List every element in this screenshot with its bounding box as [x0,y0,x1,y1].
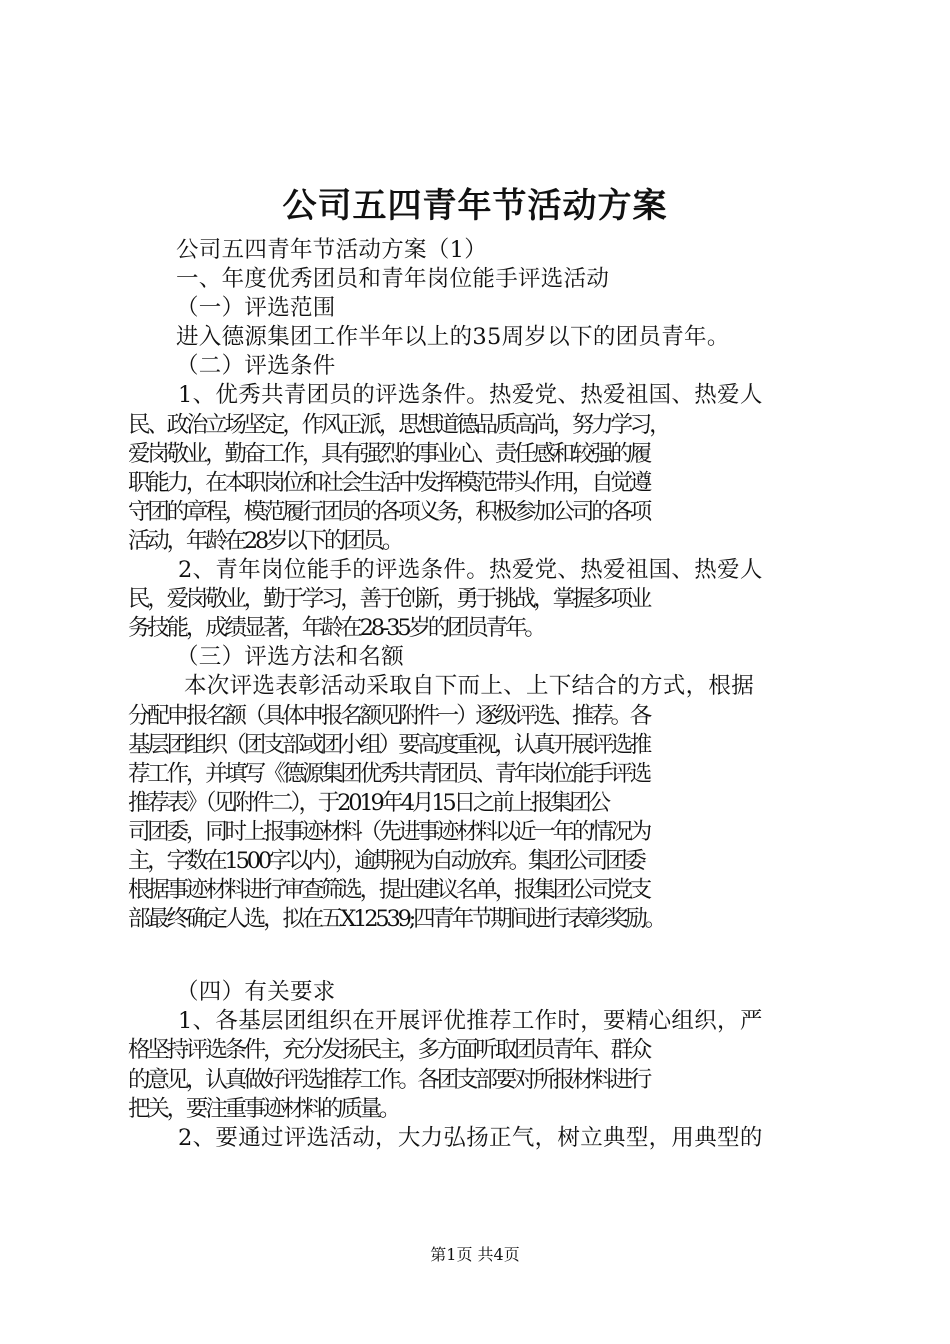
paragraph-line: 本次评选表彰活动采取自下而上、上下结合的方式，根据 [184,673,755,700]
document-title: 公司五四青年节活动方案 [282,186,668,226]
paragraph-line: 分配申报名额（具体申报名额见附件一）逐级评选、推荐。各 [128,702,650,729]
paragraph-line: 基层团组织（团支部或团小组）要高度重视，认真开展评选推 [128,731,650,758]
paragraph-line: 公司五四青年节活动方案（1） [176,237,488,263]
paragraph-line: 司团委，同时上报事迹材料（先进事迹材料以近一年的情况为 [128,818,650,845]
paragraph-line: 职能力，在本职岗位和社会生活中发挥模范带头作用，自觉遵 [128,469,650,496]
paragraph-line: 根据事迹材料进行审查筛选，提出建议名单，报集团公司党支 [128,877,650,904]
paragraph-line: 把关，要注重事迹材料的质量。 [128,1095,399,1122]
paragraph-line: 守团的章程，模范履行团员的各项义务，积极参加公司的各项 [128,498,650,525]
paragraph-line: 主，字数在1500字以内），逾期视为自动放弃。集团公司团委 [128,847,644,874]
paragraph-line: 2、要通过评选活动，大力弘扬正气，树立典型，用典型的 [178,1124,763,1151]
paragraph-line: 进入德源集团工作半年以上的35周岁以下的团员青年。 [176,324,730,351]
paragraph-line: 格坚持评选条件，充分发扬民主，多方面听取团员青年、群众 [128,1037,650,1064]
subsection-heading: （三）评选方法和名额 [176,644,405,671]
subsection-heading: （二）评选条件 [176,353,336,380]
paragraph-line: 民，爱岗敬业，勤于学习，善于创新，勇于挑战，掌握多项业 [128,586,650,613]
paragraph-line: 2、青年岗位能手的评选条件。热爱党、热爱祖国、热爱人 [178,557,763,584]
paragraph-line: 务技能，成绩显著，年龄在28-35岁的团员青年。 [128,615,544,642]
paragraph-line: 的意见，认真做好评选推荐工作。各团支部要对所报材料进行 [128,1066,650,1093]
paragraph-gap [128,934,832,978]
paragraph-line: 1、优秀共青团员的评选条件。热爱党、热爱祖国、热爱人 [178,382,763,409]
subsection-heading: （一）评选范围 [176,295,336,322]
paragraph-line: 1、各基层团组织在开展评优推荐工作时，要精心组织，严 [178,1008,763,1035]
document-body [128,236,832,1153]
paragraph-line: 爱岗敬业，勤奋工作，具有强烈的事业心、责任感和较强的履 [128,440,650,467]
paragraph-line: 活动，年龄在28岁以下的团员。 [128,527,402,554]
paragraph-line: 民、政治立场坚定，作风正派，思想道德品质高尚，努力学习， [128,411,669,438]
section-heading: 一、年度优秀团员和青年岗位能手评选活动 [176,266,610,293]
page-number-footer: 第1页 共4页 [430,1245,520,1264]
paragraph-line: 推荐表》（见附件二），于2019年4月15日之前上报集团公 [128,789,608,816]
paragraph-line: 荐工作，并填写《德源集团优秀共青团员、青年岗位能手评选 [128,760,650,787]
subsection-heading: （四）有关要求 [176,979,336,1006]
paragraph-line: 部最终确定人选，拟在五X12539;四青年节期间进行表彰奖励。 [128,906,664,933]
